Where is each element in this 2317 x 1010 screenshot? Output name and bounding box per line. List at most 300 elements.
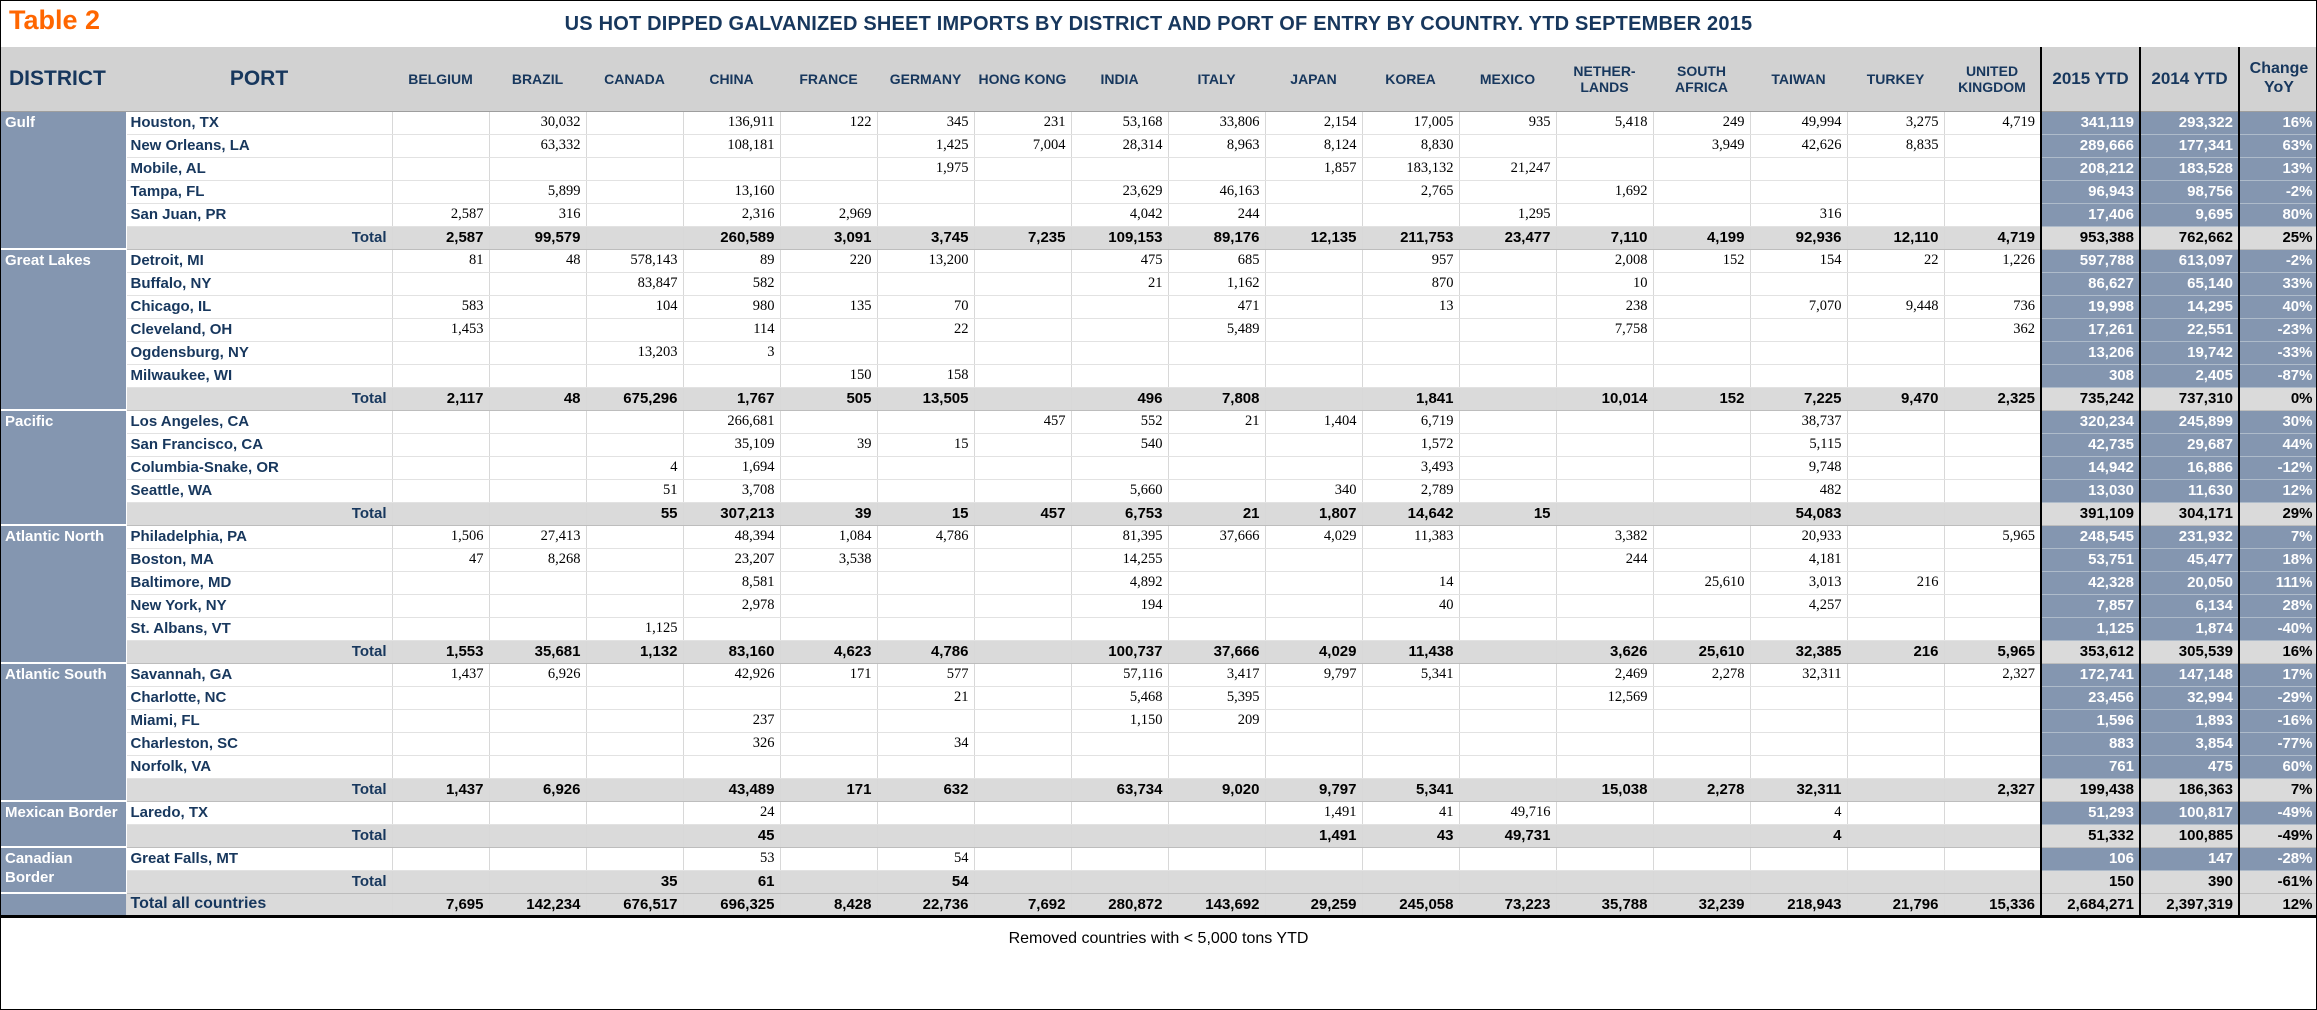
value-cell: 22: [877, 318, 974, 341]
column-header: TAIWAN: [1750, 47, 1847, 111]
yoy-cell: 7%: [2239, 525, 2317, 548]
value-cell: [1847, 870, 1944, 893]
value-cell: 676,517: [586, 893, 683, 916]
port-row: [1, 548, 2317, 571]
value-cell: 326: [683, 732, 780, 755]
value-cell: 38,737: [1750, 410, 1847, 433]
value-cell: [1653, 364, 1750, 387]
port-cell: Mobile, AL: [126, 157, 392, 180]
value-cell: [877, 571, 974, 594]
value-cell: [1071, 847, 1168, 870]
value-cell: 53: [683, 847, 780, 870]
value-cell: 2,325: [1944, 387, 2041, 410]
value-cell: 4,786: [877, 640, 974, 663]
value-cell: [1556, 709, 1653, 732]
value-cell: [1653, 824, 1750, 847]
value-cell: [1944, 134, 2041, 157]
value-cell: [1071, 364, 1168, 387]
value-cell: [489, 479, 586, 502]
value-cell: 32,311: [1750, 663, 1847, 686]
value-cell: [1944, 502, 2041, 525]
value-cell: [1750, 617, 1847, 640]
value-cell: [1653, 203, 1750, 226]
port-row: [1, 295, 2317, 318]
value-cell: 4,042: [1071, 203, 1168, 226]
value-cell: [489, 686, 586, 709]
value-cell: 30,032: [489, 111, 586, 134]
value-cell: [1944, 180, 2041, 203]
value-cell: [974, 594, 1071, 617]
value-cell: [974, 847, 1071, 870]
value-cell: [1362, 341, 1459, 364]
value-cell: [1556, 203, 1653, 226]
value-cell: 482: [1750, 479, 1847, 502]
value-cell: [974, 387, 1071, 410]
value-cell: 231: [974, 111, 1071, 134]
value-cell: 316: [1750, 203, 1847, 226]
value-cell: 154: [1750, 249, 1847, 272]
value-cell: [392, 111, 489, 134]
value-cell: 3,708: [683, 479, 780, 502]
value-cell: [1459, 663, 1556, 686]
value-cell: 3: [683, 341, 780, 364]
yoy-cell: 16%: [2239, 640, 2317, 663]
value-cell: [1168, 571, 1265, 594]
value-cell: 457: [974, 410, 1071, 433]
value-cell: 39: [780, 502, 877, 525]
value-cell: 5,489: [1168, 318, 1265, 341]
value-cell: [1944, 548, 2041, 571]
ytd-cell: 597,788: [2041, 249, 2140, 272]
value-cell: 1,553: [392, 640, 489, 663]
value-cell: [1750, 847, 1847, 870]
value-cell: [1944, 801, 2041, 824]
column-header: CHINA: [683, 47, 780, 111]
value-cell: 4,029: [1265, 525, 1362, 548]
column-header: JAPAN: [1265, 47, 1362, 111]
value-cell: [1168, 364, 1265, 387]
value-cell: [1847, 502, 1944, 525]
value-cell: [1847, 203, 1944, 226]
value-cell: [1556, 732, 1653, 755]
value-cell: 2,978: [683, 594, 780, 617]
value-cell: 8,268: [489, 548, 586, 571]
value-cell: [780, 870, 877, 893]
value-cell: 61: [683, 870, 780, 893]
value-cell: 7,225: [1750, 387, 1847, 410]
value-cell: [877, 617, 974, 640]
value-cell: 152: [1653, 249, 1750, 272]
column-header: MEXICO: [1459, 47, 1556, 111]
value-cell: [1459, 571, 1556, 594]
value-cell: [1847, 548, 1944, 571]
district-total-row: [1, 640, 2317, 663]
value-cell: 14,255: [1071, 548, 1168, 571]
value-cell: 9,448: [1847, 295, 1944, 318]
value-cell: [1653, 502, 1750, 525]
value-cell: [1168, 732, 1265, 755]
value-cell: 2,117: [392, 387, 489, 410]
value-cell: [1847, 778, 1944, 801]
port-cell: Charleston, SC: [126, 732, 392, 755]
ytd-cell: 308: [2041, 364, 2140, 387]
value-cell: [1168, 456, 1265, 479]
ytd-cell: 320,234: [2041, 410, 2140, 433]
value-cell: [1459, 456, 1556, 479]
value-cell: 1,841: [1362, 387, 1459, 410]
value-cell: 12,135: [1265, 226, 1362, 249]
yoy-cell: 33%: [2239, 272, 2317, 295]
value-cell: 73,223: [1459, 893, 1556, 916]
yoy-cell: 29%: [2239, 502, 2317, 525]
value-cell: 12,569: [1556, 686, 1653, 709]
value-cell: [974, 824, 1071, 847]
value-cell: [780, 272, 877, 295]
value-cell: 100,737: [1071, 640, 1168, 663]
value-cell: [1265, 548, 1362, 571]
value-cell: [1168, 801, 1265, 824]
ytd-cell: 289,666: [2041, 134, 2140, 157]
ytd-cell: 14,295: [2140, 295, 2239, 318]
value-cell: [1944, 203, 2041, 226]
ytd-cell: 22,551: [2140, 318, 2239, 341]
value-cell: [1653, 617, 1750, 640]
value-cell: [780, 318, 877, 341]
value-cell: [489, 157, 586, 180]
value-cell: 362: [1944, 318, 2041, 341]
value-cell: 49,716: [1459, 801, 1556, 824]
value-cell: 1,084: [780, 525, 877, 548]
value-cell: 2,587: [392, 226, 489, 249]
yoy-cell: 18%: [2239, 548, 2317, 571]
ytd-cell: 177,341: [2140, 134, 2239, 157]
yoy-cell: 13%: [2239, 157, 2317, 180]
value-cell: 35,681: [489, 640, 586, 663]
port-row: [1, 111, 2317, 134]
value-cell: [683, 617, 780, 640]
value-cell: 552: [1071, 410, 1168, 433]
grand-district-cell: [1, 893, 126, 916]
value-cell: [780, 709, 877, 732]
value-cell: 15,038: [1556, 778, 1653, 801]
value-cell: [1168, 847, 1265, 870]
value-cell: 99,579: [489, 226, 586, 249]
port-row: [1, 686, 2317, 709]
value-cell: 7,692: [974, 893, 1071, 916]
value-cell: [1653, 341, 1750, 364]
value-cell: [683, 364, 780, 387]
value-cell: 32,239: [1653, 893, 1750, 916]
value-cell: [974, 180, 1071, 203]
value-cell: 4,786: [877, 525, 974, 548]
value-cell: 3,949: [1653, 134, 1750, 157]
value-cell: 736: [1944, 295, 2041, 318]
value-cell: 21: [877, 686, 974, 709]
value-cell: [1556, 433, 1653, 456]
value-cell: [780, 686, 877, 709]
value-cell: [392, 410, 489, 433]
value-cell: 49,731: [1459, 824, 1556, 847]
value-cell: [1653, 295, 1750, 318]
ytd-cell: 231,932: [2140, 525, 2239, 548]
total-label: Total: [126, 226, 392, 249]
port-row: [1, 479, 2317, 502]
yoy-cell: -16%: [2239, 709, 2317, 732]
value-cell: [1653, 410, 1750, 433]
value-cell: [392, 341, 489, 364]
value-cell: [974, 617, 1071, 640]
value-cell: 1,295: [1459, 203, 1556, 226]
value-cell: 3,626: [1556, 640, 1653, 663]
district-total-row: [1, 824, 2317, 847]
total-label: Total: [126, 824, 392, 847]
value-cell: [1265, 732, 1362, 755]
value-cell: 1,692: [1556, 180, 1653, 203]
value-cell: [1653, 456, 1750, 479]
column-header: INDIA: [1071, 47, 1168, 111]
value-cell: 496: [1071, 387, 1168, 410]
value-cell: 1,132: [586, 640, 683, 663]
value-cell: 577: [877, 663, 974, 686]
column-header: HONG KONG: [974, 47, 1071, 111]
ytd-cell: 248,545: [2041, 525, 2140, 548]
ytd-cell: 45,477: [2140, 548, 2239, 571]
value-cell: [1071, 157, 1168, 180]
value-cell: [1265, 456, 1362, 479]
value-cell: [1459, 272, 1556, 295]
value-cell: [1653, 318, 1750, 341]
value-cell: [1750, 709, 1847, 732]
value-cell: [586, 134, 683, 157]
value-cell: [1556, 456, 1653, 479]
port-row: [1, 364, 2317, 387]
value-cell: [974, 663, 1071, 686]
page-title: US HOT DIPPED GALVANIZED SHEET IMPORTS BY DISTRICT AND PORT OF ENTRY BY COUNTRY. YTD SEPTEMBER 2015: [564, 12, 1753, 35]
value-cell: [1459, 180, 1556, 203]
value-cell: 8,830: [1362, 134, 1459, 157]
value-cell: 244: [1556, 548, 1653, 571]
value-cell: 457: [974, 502, 1071, 525]
value-cell: 1,807: [1265, 502, 1362, 525]
value-cell: 171: [780, 778, 877, 801]
value-cell: [1459, 594, 1556, 617]
value-cell: [392, 272, 489, 295]
value-cell: 2,327: [1944, 663, 2041, 686]
value-cell: [1459, 318, 1556, 341]
yoy-cell: 12%: [2239, 479, 2317, 502]
district-total-row: [1, 502, 2317, 525]
value-cell: [586, 180, 683, 203]
value-cell: [974, 755, 1071, 778]
value-cell: [1459, 410, 1556, 433]
column-header: KOREA: [1362, 47, 1459, 111]
ytd-cell: 953,388: [2041, 226, 2140, 249]
value-cell: [1071, 341, 1168, 364]
value-cell: [1847, 801, 1944, 824]
value-cell: 3,382: [1556, 525, 1653, 548]
value-cell: [1071, 824, 1168, 847]
value-cell: 2,327: [1944, 778, 2041, 801]
column-header: DISTRICT: [1, 47, 126, 111]
ytd-cell: 19,998: [2041, 295, 2140, 318]
value-cell: [1168, 157, 1265, 180]
ytd-cell: 172,741: [2041, 663, 2140, 686]
value-cell: [586, 755, 683, 778]
value-cell: [877, 709, 974, 732]
value-cell: [392, 180, 489, 203]
value-cell: [489, 341, 586, 364]
column-header: 2014 YTD: [2140, 47, 2239, 111]
value-cell: 1,506: [392, 525, 489, 548]
value-cell: [1653, 548, 1750, 571]
value-cell: 4,029: [1265, 640, 1362, 663]
value-cell: [1653, 847, 1750, 870]
column-header: SOUTH AFRICA: [1653, 47, 1750, 111]
value-cell: 21,796: [1847, 893, 1944, 916]
value-cell: 1,975: [877, 157, 974, 180]
value-cell: 143,692: [1168, 893, 1265, 916]
value-cell: [1556, 157, 1653, 180]
value-cell: 4,257: [1750, 594, 1847, 617]
value-cell: [586, 709, 683, 732]
yoy-cell: -61%: [2239, 870, 2317, 893]
value-cell: [1653, 479, 1750, 502]
district-cell: Mexican Border: [1, 801, 126, 847]
value-cell: 218,943: [1750, 893, 1847, 916]
value-cell: 583: [392, 295, 489, 318]
yoy-cell: -40%: [2239, 617, 2317, 640]
value-cell: [1847, 410, 1944, 433]
port-row: [1, 249, 2317, 272]
value-cell: [489, 318, 586, 341]
value-cell: [1362, 686, 1459, 709]
value-cell: [392, 801, 489, 824]
ytd-cell: 65,140: [2140, 272, 2239, 295]
header-row: [1, 47, 2317, 111]
value-cell: [1459, 479, 1556, 502]
value-cell: [1653, 755, 1750, 778]
value-cell: 6,926: [489, 778, 586, 801]
value-cell: 27,413: [489, 525, 586, 548]
total-label: Total: [126, 387, 392, 410]
port-cell: Boston, MA: [126, 548, 392, 571]
column-header: FRANCE: [780, 47, 877, 111]
value-cell: [974, 433, 1071, 456]
value-cell: 3,493: [1362, 456, 1459, 479]
value-cell: [683, 157, 780, 180]
value-cell: 1,491: [1265, 801, 1362, 824]
value-cell: [1653, 732, 1750, 755]
value-cell: [1653, 801, 1750, 824]
value-cell: [489, 847, 586, 870]
value-cell: 12,110: [1847, 226, 1944, 249]
value-cell: 211,753: [1362, 226, 1459, 249]
value-cell: [1750, 180, 1847, 203]
port-row: [1, 433, 2317, 456]
value-cell: [1847, 479, 1944, 502]
value-cell: [1556, 479, 1653, 502]
value-cell: [1847, 525, 1944, 548]
value-cell: 1,694: [683, 456, 780, 479]
value-cell: 505: [780, 387, 877, 410]
value-cell: 83,847: [586, 272, 683, 295]
total-label: Total: [126, 778, 392, 801]
value-cell: 6,753: [1071, 502, 1168, 525]
yoy-cell: -2%: [2239, 180, 2317, 203]
ytd-cell: 245,899: [2140, 410, 2239, 433]
value-cell: [1459, 525, 1556, 548]
ytd-cell: 353,612: [2041, 640, 2140, 663]
column-header: TURKEY: [1847, 47, 1944, 111]
value-cell: 8,835: [1847, 134, 1944, 157]
value-cell: [1750, 870, 1847, 893]
value-cell: [489, 410, 586, 433]
value-cell: 81: [392, 249, 489, 272]
port-cell: Columbia-Snake, OR: [126, 456, 392, 479]
ytd-cell: 147: [2140, 847, 2239, 870]
value-cell: 1,125: [586, 617, 683, 640]
value-cell: [392, 709, 489, 732]
ytd-cell: 761: [2041, 755, 2140, 778]
value-cell: [1556, 571, 1653, 594]
value-cell: [1556, 870, 1653, 893]
value-cell: 35,109: [683, 433, 780, 456]
port-cell: Charlotte, NC: [126, 686, 392, 709]
value-cell: 7,808: [1168, 387, 1265, 410]
yoy-cell: 28%: [2239, 594, 2317, 617]
total-label: Total: [126, 640, 392, 663]
district-total-row: [1, 387, 2317, 410]
value-cell: 582: [683, 272, 780, 295]
value-cell: [1847, 341, 1944, 364]
value-cell: 9,797: [1265, 663, 1362, 686]
value-cell: 3,275: [1847, 111, 1944, 134]
value-cell: [1944, 410, 2041, 433]
value-cell: [1168, 824, 1265, 847]
value-cell: 7,758: [1556, 318, 1653, 341]
value-cell: 471: [1168, 295, 1265, 318]
value-cell: 171: [780, 663, 877, 686]
value-cell: [1750, 272, 1847, 295]
value-cell: 238: [1556, 295, 1653, 318]
value-cell: 870: [1362, 272, 1459, 295]
value-cell: 8,581: [683, 571, 780, 594]
value-cell: [1362, 203, 1459, 226]
value-cell: [489, 364, 586, 387]
value-cell: [1265, 318, 1362, 341]
value-cell: [586, 663, 683, 686]
value-cell: [877, 801, 974, 824]
value-cell: [1265, 847, 1362, 870]
value-cell: 47: [392, 548, 489, 571]
value-cell: [1944, 479, 2041, 502]
value-cell: [586, 778, 683, 801]
value-cell: 35,788: [1556, 893, 1653, 916]
value-cell: 2,789: [1362, 479, 1459, 502]
value-cell: [1653, 433, 1750, 456]
value-cell: 4: [1750, 824, 1847, 847]
ytd-cell: 20,050: [2140, 571, 2239, 594]
value-cell: 46,163: [1168, 180, 1265, 203]
value-cell: [877, 548, 974, 571]
value-cell: 13,200: [877, 249, 974, 272]
value-cell: [1556, 341, 1653, 364]
value-cell: 25,610: [1653, 571, 1750, 594]
value-cell: 4,181: [1750, 548, 1847, 571]
value-cell: [1556, 847, 1653, 870]
value-cell: [1265, 617, 1362, 640]
value-cell: 142,234: [489, 893, 586, 916]
